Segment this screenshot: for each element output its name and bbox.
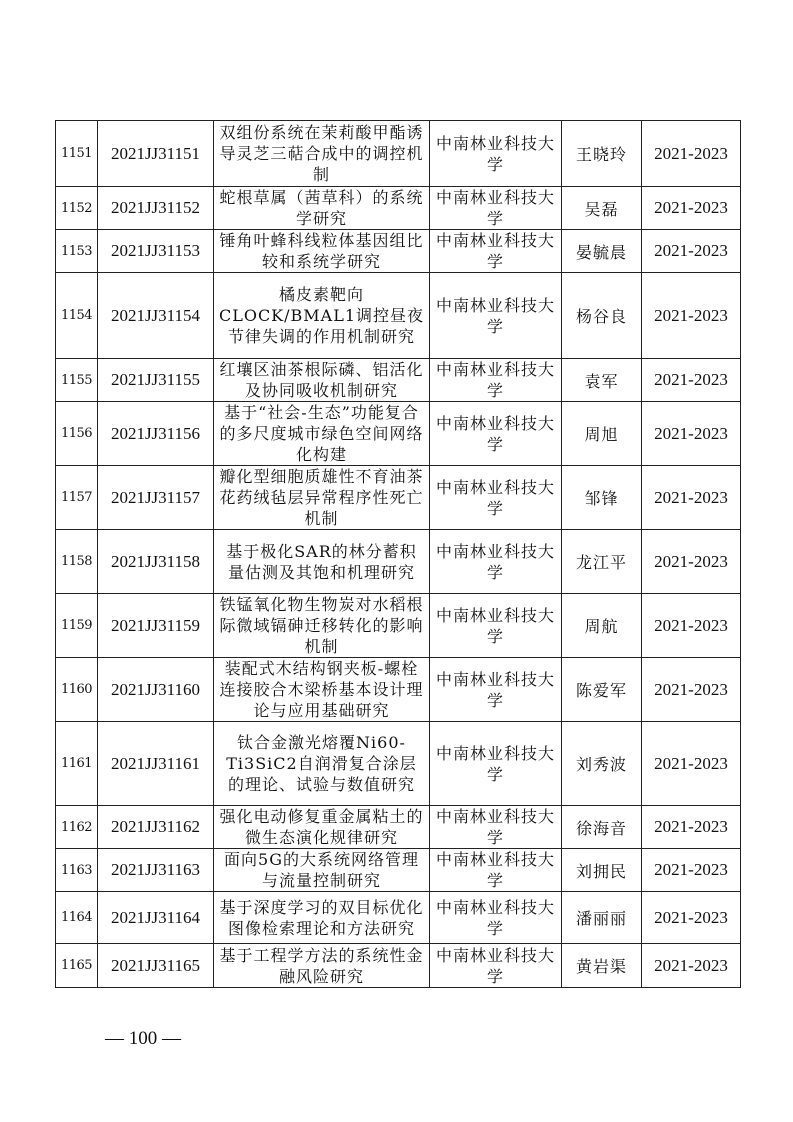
institution-cell: 中南林业科技大学 bbox=[430, 187, 562, 230]
row-number-cell: 1160 bbox=[56, 658, 98, 722]
row-number-cell: 1158 bbox=[56, 530, 98, 594]
project-code-cell: 2021JJ31159 bbox=[98, 594, 214, 658]
project-title-cell: 锤角叶蜂科线粒体基因组比较和系统学研究 bbox=[214, 230, 430, 273]
project-period-cell: 2021-2023 bbox=[642, 359, 741, 402]
principal-investigator-cell: 陈爱军 bbox=[562, 658, 642, 722]
principal-investigator-cell: 刘拥民 bbox=[562, 849, 642, 892]
table-row bbox=[56, 722, 741, 806]
project-code-cell: 2021JJ31163 bbox=[98, 849, 214, 892]
project-title-cell: 铁锰氧化物生物炭对水稻根际微域镉砷迁移转化的影响机制 bbox=[214, 594, 430, 658]
principal-investigator-cell: 徐海音 bbox=[562, 806, 642, 849]
project-title-cell: 基于深度学习的双目标优化图像检索理论和方法研究 bbox=[214, 892, 430, 944]
table-row bbox=[56, 402, 741, 466]
table-row bbox=[56, 594, 741, 658]
row-number-cell: 1156 bbox=[56, 402, 98, 466]
principal-investigator-cell: 邹锋 bbox=[562, 466, 642, 530]
project-period-cell: 2021-2023 bbox=[642, 806, 741, 849]
row-number-cell: 1155 bbox=[56, 359, 98, 402]
table-row bbox=[56, 849, 741, 892]
institution-cell: 中南林业科技大学 bbox=[430, 849, 562, 892]
table-row bbox=[56, 359, 741, 402]
table-row bbox=[56, 892, 741, 944]
table-row bbox=[56, 466, 741, 530]
principal-investigator-cell: 潘丽丽 bbox=[562, 892, 642, 944]
project-title-cell: 基于“社会-生态”功能复合的多尺度城市绿色空间网络化构建 bbox=[214, 402, 430, 466]
table-row bbox=[56, 273, 741, 359]
institution-cell: 中南林业科技大学 bbox=[430, 402, 562, 466]
project-period-cell: 2021-2023 bbox=[642, 230, 741, 273]
project-title-cell: 瓣化型细胞质雄性不育油茶花药绒毡层异常程序性死亡机制 bbox=[214, 466, 430, 530]
principal-investigator-cell: 刘秀波 bbox=[562, 722, 642, 806]
institution-cell: 中南林业科技大学 bbox=[430, 594, 562, 658]
project-code-cell: 2021JJ31161 bbox=[98, 722, 214, 806]
project-period-cell: 2021-2023 bbox=[642, 944, 741, 988]
project-title-cell: 双组份系统在茉莉酸甲酯诱导灵芝三萜合成中的调控机制 bbox=[214, 121, 430, 187]
row-number-cell: 1162 bbox=[56, 806, 98, 849]
institution-cell: 中南林业科技大学 bbox=[430, 944, 562, 988]
institution-cell: 中南林业科技大学 bbox=[430, 230, 562, 273]
project-code-cell: 2021JJ31155 bbox=[98, 359, 214, 402]
row-number-cell: 1154 bbox=[56, 273, 98, 359]
project-title-cell: 装配式木结构钢夹板-螺栓连接胶合木梁桥基本设计理论与应用基础研究 bbox=[214, 658, 430, 722]
row-number-cell: 1159 bbox=[56, 594, 98, 658]
project-period-cell: 2021-2023 bbox=[642, 121, 741, 187]
table-row bbox=[56, 187, 741, 230]
project-period-cell: 2021-2023 bbox=[642, 849, 741, 892]
project-period-cell: 2021-2023 bbox=[642, 187, 741, 230]
project-period-cell: 2021-2023 bbox=[642, 658, 741, 722]
principal-investigator-cell: 吴磊 bbox=[562, 187, 642, 230]
project-title-cell: 强化电动修复重金属粘土的微生态演化规律研究 bbox=[214, 806, 430, 849]
project-table bbox=[55, 120, 741, 988]
project-title-cell: 面向5G的大系统网络管理与流量控制研究 bbox=[214, 849, 430, 892]
project-period-cell: 2021-2023 bbox=[642, 466, 741, 530]
project-title-cell: 基于工程学方法的系统性金融风险研究 bbox=[214, 944, 430, 988]
project-title-cell: 橘皮素靶向CLOCK/BMAL1调控昼夜节律失调的作用机制研究 bbox=[214, 273, 430, 359]
row-number-cell: 1153 bbox=[56, 230, 98, 273]
table-body bbox=[56, 121, 741, 988]
principal-investigator-cell: 袁军 bbox=[562, 359, 642, 402]
institution-cell: 中南林业科技大学 bbox=[430, 658, 562, 722]
institution-cell: 中南林业科技大学 bbox=[430, 121, 562, 187]
project-period-cell: 2021-2023 bbox=[642, 530, 741, 594]
project-period-cell: 2021-2023 bbox=[642, 722, 741, 806]
principal-investigator-cell: 王晓玲 bbox=[562, 121, 642, 187]
row-number-cell: 1163 bbox=[56, 849, 98, 892]
project-code-cell: 2021JJ31151 bbox=[98, 121, 214, 187]
project-code-cell: 2021JJ31152 bbox=[98, 187, 214, 230]
table-row bbox=[56, 944, 741, 988]
row-number-cell: 1164 bbox=[56, 892, 98, 944]
project-title-cell: 红壤区油茶根际磷、铝活化及协同吸收机制研究 bbox=[214, 359, 430, 402]
principal-investigator-cell: 龙江平 bbox=[562, 530, 642, 594]
institution-cell: 中南林业科技大学 bbox=[430, 466, 562, 530]
institution-cell: 中南林业科技大学 bbox=[430, 530, 562, 594]
project-code-cell: 2021JJ31164 bbox=[98, 892, 214, 944]
project-title-cell: 蛇根草属（茜草科）的系统学研究 bbox=[214, 187, 430, 230]
row-number-cell: 1165 bbox=[56, 944, 98, 988]
table-row bbox=[56, 530, 741, 594]
row-number-cell: 1152 bbox=[56, 187, 98, 230]
table-row bbox=[56, 658, 741, 722]
project-period-cell: 2021-2023 bbox=[642, 402, 741, 466]
principal-investigator-cell: 晏毓晨 bbox=[562, 230, 642, 273]
project-code-cell: 2021JJ31157 bbox=[98, 466, 214, 530]
institution-cell: 中南林业科技大学 bbox=[430, 273, 562, 359]
project-code-cell: 2021JJ31154 bbox=[98, 273, 214, 359]
institution-cell: 中南林业科技大学 bbox=[430, 722, 562, 806]
project-title-cell: 钛合金激光熔覆Ni60-Ti3SiC2自润滑复合涂层的理论、试验与数值研究 bbox=[214, 722, 430, 806]
institution-cell: 中南林业科技大学 bbox=[430, 359, 562, 402]
project-title-cell: 基于极化SAR的林分蓄积量估测及其饱和机理研究 bbox=[214, 530, 430, 594]
project-period-cell: 2021-2023 bbox=[642, 892, 741, 944]
project-code-cell: 2021JJ31156 bbox=[98, 402, 214, 466]
project-code-cell: 2021JJ31160 bbox=[98, 658, 214, 722]
project-period-cell: 2021-2023 bbox=[642, 594, 741, 658]
institution-cell: 中南林业科技大学 bbox=[430, 892, 562, 944]
page-number: — 100 — bbox=[105, 1028, 181, 1049]
row-number-cell: 1151 bbox=[56, 121, 98, 187]
row-number-cell: 1157 bbox=[56, 466, 98, 530]
project-period-cell: 2021-2023 bbox=[642, 273, 741, 359]
project-code-cell: 2021JJ31162 bbox=[98, 806, 214, 849]
table-row bbox=[56, 230, 741, 273]
principal-investigator-cell: 周旭 bbox=[562, 402, 642, 466]
project-code-cell: 2021JJ31165 bbox=[98, 944, 214, 988]
row-number-cell: 1161 bbox=[56, 722, 98, 806]
project-code-cell: 2021JJ31153 bbox=[98, 230, 214, 273]
table-row bbox=[56, 806, 741, 849]
project-code-cell: 2021JJ31158 bbox=[98, 530, 214, 594]
principal-investigator-cell: 黄岩渠 bbox=[562, 944, 642, 988]
institution-cell: 中南林业科技大学 bbox=[430, 806, 562, 849]
principal-investigator-cell: 杨谷良 bbox=[562, 273, 642, 359]
table-row bbox=[56, 121, 741, 187]
principal-investigator-cell: 周航 bbox=[562, 594, 642, 658]
